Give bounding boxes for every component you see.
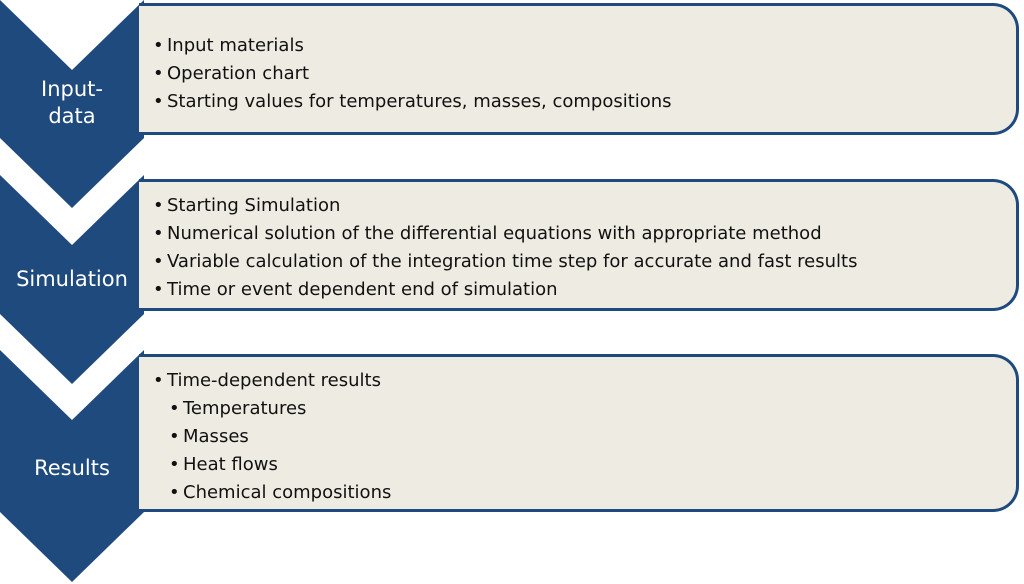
list-item-text: Variable calculation of the integration time step for accurate and fast results [167, 251, 858, 272]
list-item-text: Masses [183, 426, 249, 447]
list-item [153, 88, 1016, 116]
list-item-text: Numerical solution of the differential equations with appropriate method [167, 223, 822, 244]
sub-list-item [153, 479, 1016, 507]
list-item-text: Starting values for temperatures, masses, compositions [167, 91, 672, 112]
sub-list-item [153, 395, 1016, 423]
bullet-list [153, 32, 1016, 116]
stage-label-line: Results [34, 456, 110, 480]
list-item [153, 276, 1016, 304]
list-item [153, 248, 1016, 276]
stage-label-simulation [0, 266, 144, 293]
list-item [153, 220, 1016, 248]
sub-list-item [153, 423, 1016, 451]
list-item-text: Chemical compositions [183, 482, 392, 503]
bullet-icon: • [153, 223, 164, 244]
bullet-icon: • [153, 63, 164, 84]
bullet-list [153, 367, 1016, 507]
stage-box-simulation [139, 179, 1019, 311]
bullet-icon: • [153, 35, 164, 56]
stage-box-input-data [139, 3, 1019, 135]
stage-label-line: Input- [41, 77, 103, 101]
list-item [153, 367, 1016, 395]
bullet-icon: • [153, 195, 164, 216]
stage-label-results [0, 455, 144, 482]
list-item-text: Starting Simulation [167, 195, 341, 216]
stage-box-results [139, 354, 1019, 512]
bullet-icon: • [169, 398, 180, 419]
list-item [153, 32, 1016, 60]
stage-label-input-data [0, 76, 144, 130]
list-item-text: Time-dependent results [167, 370, 381, 391]
bullet-icon: • [153, 370, 164, 391]
list-item-text: Operation chart [167, 63, 310, 84]
list-item-text: Temperatures [183, 398, 307, 419]
bullet-icon: • [153, 279, 164, 300]
bullet-list [153, 192, 1016, 304]
bullet-icon: • [153, 251, 164, 272]
stage-label-line: data [48, 104, 96, 128]
bullet-icon: • [153, 91, 164, 112]
bullet-icon: • [169, 454, 180, 475]
list-item-text: Heat flows [183, 454, 278, 475]
bullet-icon: • [169, 482, 180, 503]
bullet-icon: • [169, 426, 180, 447]
list-item-text: Input materials [167, 35, 304, 56]
sub-list-item [153, 451, 1016, 479]
list-item [153, 60, 1016, 88]
list-item-text: Time or event dependent end of simulation [167, 279, 558, 300]
list-item [153, 192, 1016, 220]
stage-label-line: Simulation [16, 267, 128, 291]
